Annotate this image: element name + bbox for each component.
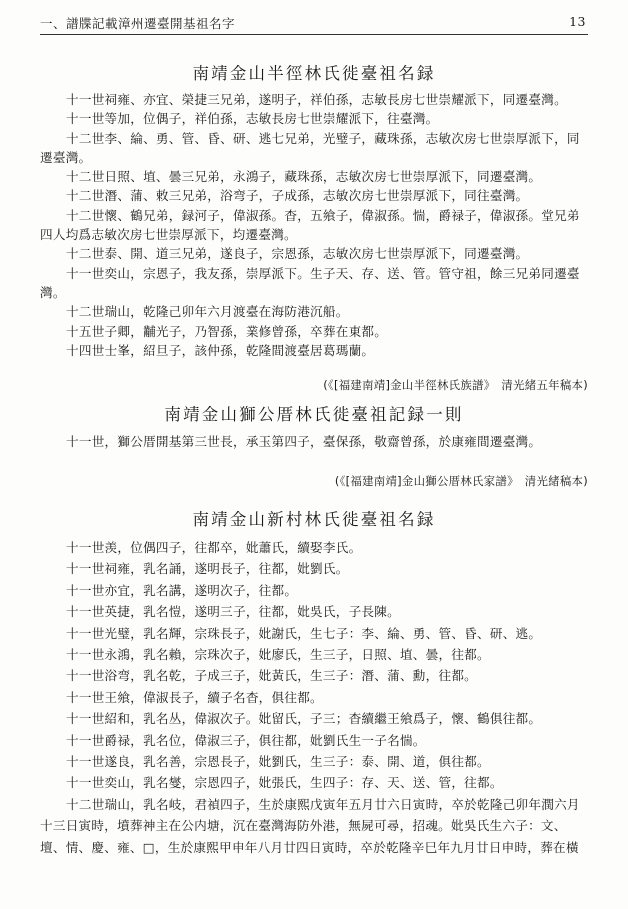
paragraph: 十二世瑞山，乳名岐，君禎四子，生於康熙戊寅年五月廿六日寅時，卒於乾隆己卯年潤六月十三日寅時，墳葬神主在公内塘，沉在臺灣海防外港，無屍可尋，招魂。妣吳氏生六子：文、壇、情、慶、雍、□，生於康熙甲申年八月廿四日寅時，卒於乾隆辛巳年九月廿日申時，葬在橫 [40, 796, 580, 855]
section-body [40, 90, 588, 360]
paragraph: 十二世李、綸、勇、管、昏、研、逃七兄弟，光璧子，藏珠孫，志敏次房七世崇厚派下，同遷臺灣。 [40, 130, 580, 165]
paragraph: 十一世祠雍、亦宜、榮捷三兄弟，遂明子，祥伯孫，志敏長房七世崇耀派下，同遷臺灣。 [66, 92, 567, 107]
paragraph: 十五世子卿，黼光子，乃智孫，業修曾孫，卒葬在東都。 [66, 323, 388, 339]
paragraph: 十一世羡，位偶四子，往都卒，妣蕭氏，續娶李氏。 [66, 540, 362, 555]
paragraph: 十二世日照、埴、曇三兄弟，永鴻子，藏珠孫，志敏次房七世崇厚派下，同遷臺灣。 [66, 169, 542, 185]
paragraph: 十一世王飨，偉淑長子，續子名杳，俱往都。 [66, 689, 323, 705]
paragraph: 十一世遂良，乳名善，宗恩長子，妣劉氏，生三子：泰、開、道，俱往都。 [66, 754, 490, 770]
paragraph: 十一世祠雍，乳名誦，遂明長子，往都，妣劉氏。 [66, 561, 349, 577]
paragraph: 十二世潛、蒲、敕三兄弟，浴弯子，子成孫，志敏次房七世崇厚派下，同往臺灣。 [66, 188, 529, 204]
paragraph: 十一世紹和，乳名丛，偉淑次子。妣留氏，子三；杳續繼王飨爲子，懷、鶴俱往都。 [66, 711, 542, 727]
source-citation: (《[福建南靖]金山獅公厝林氏家譜》 清光緒稿本) [334, 474, 588, 488]
paragraph: 十一世爵禄，乳名位，偉淑三子，俱往都，妣劉氏生一子名惴。 [66, 732, 426, 748]
section-body [40, 432, 588, 451]
paragraph: 十四世士峯，紹旦子，該仲孫，乾隆間渡臺居葛瑪蘭。 [66, 342, 375, 358]
paragraph: 十一世等加，位偶子，祥伯孫，志敏長房七世崇耀派下，往臺灣。 [66, 111, 439, 127]
paragraph: 十二世瑞山，乾隆己卯年六月渡臺在海防港沉船。 [66, 304, 349, 320]
paragraph: 十一世奕山，乳名燮，宗恩四子，妣張氏，生四子：存、天、送、管，往都。 [66, 775, 503, 791]
paragraph: 十二世泰、開、道三兄弟，遂良子，宗恩孫，志敏次房七世崇厚派下，同遷臺灣。 [66, 246, 529, 262]
section-body [40, 537, 588, 858]
paragraph: 十一世奕山，宗恩子，我友孫，崇厚派下。生子天、存、送、管。管守祖，餘三兄弟同遷臺灣。 [40, 265, 580, 300]
paragraph: 十一世亦宜，乳名講，遂明次子，往都。 [66, 582, 298, 598]
paragraph: 十一世英捷，乳名愷，遂明三子，往都，妣吳氏，子長陳。 [66, 604, 400, 620]
paragraph: 十一世，獅公厝開基第三世長，承玉第四子，臺保孫，敬齋曾孫，於康雍間遷臺灣。 [66, 434, 542, 449]
header-rule [40, 34, 588, 35]
source-citation: (《[福建南靖]金山半徑林氏族譜》 清光緒五年稿本) [323, 378, 588, 392]
section-title: 南靖金山新村林氏徙臺祖名録 [192, 510, 436, 529]
section-title: 南靖金山獅公厝林氏徙臺祖記録一則 [164, 405, 464, 424]
paragraph: 十一世浴弯，乳名乾，子成三子，妣黃氏，生三子：潛、蒲、勳，往都。 [66, 668, 477, 684]
paragraph: 十二世懷、鶴兄弟，録河子，偉淑孫。杳，五飨子，偉淑孫。惴，爵禄子，偉淑孫。堂兄弟四人均爲志敏次房七世崇厚派下，均遷臺灣。 [40, 207, 580, 243]
page-number: 13 [569, 14, 586, 29]
paragraph: 十一世永鴻，乳名賴，宗珠次子，妣廖氏，生三子，日照、埴、曇，往都。 [66, 647, 490, 663]
paragraph: 十一世光璧，乳名輝，宗珠長子，妣謝氏，生七子：李、綸、勇、管、昏、研、逃。 [66, 625, 542, 641]
running-header [40, 12, 588, 34]
section-title: 南靖金山半徑林氏徙臺祖名録 [192, 64, 436, 83]
header-title: 一、譜牒記載漳州遷臺開基祖名字 [40, 16, 236, 31]
